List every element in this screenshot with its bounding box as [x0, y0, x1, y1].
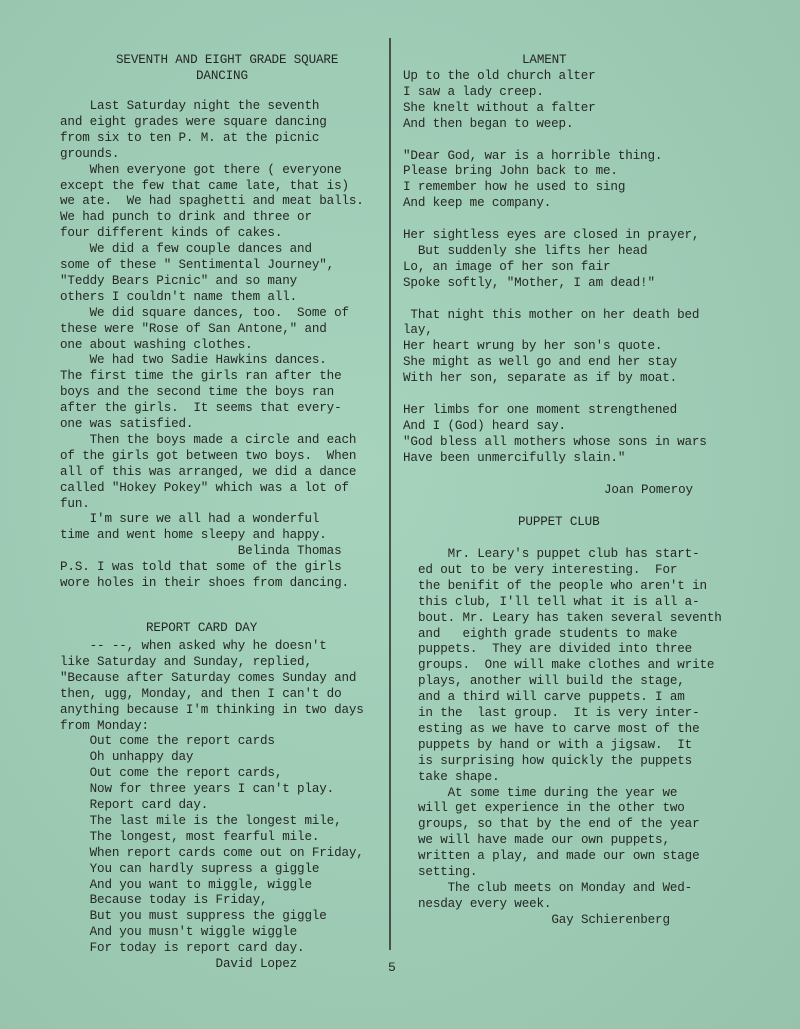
square-dancing-title-line2: DANCING: [196, 69, 248, 83]
report-card-line: You can hardly supress a giggle: [60, 861, 320, 876]
puppet-club-line: esting as we have to carve most of the: [418, 721, 700, 736]
puppet-club-line: this club, I'll tell what it is all a-: [418, 594, 700, 609]
square-dancing-line: after the girls. It seems that every-: [60, 401, 342, 416]
report-card-line: But you must suppress the giggle: [60, 909, 327, 924]
square-dancing-line: Belinda Thomas: [60, 544, 342, 559]
report-card-line: The longest, most fearful mile.: [60, 829, 320, 844]
report-card-line: And you musn't wiggle wiggle: [60, 925, 298, 940]
lament-line: And I (God) heard say.: [403, 418, 566, 433]
report-card-line: Now for three years I can't play.: [60, 782, 335, 797]
square-dancing-line: "Teddy Bears Picnic" and so many: [60, 273, 298, 288]
puppet-club-line: groups, so that by the end of the year: [418, 817, 700, 832]
puppet-club-line: bout. Mr. Leary has taken several seventh: [418, 610, 722, 625]
puppet-club-line: puppets. They are divided into three: [418, 642, 693, 657]
lament-title: LAMENT: [522, 53, 567, 67]
report-card-line: Out come the report cards,: [60, 766, 283, 781]
square-dancing-line: these were "Rose of San Antone," and: [60, 321, 327, 336]
lament-line: She knelt without a falter: [403, 100, 596, 115]
report-card-line: Out come the report cards: [60, 734, 275, 749]
square-dancing-line: We had punch to drink and three or: [60, 210, 312, 225]
puppet-club-line: setting.: [418, 865, 478, 879]
lament-line: Lo, an image of her son fair: [403, 259, 611, 274]
puppet-club-line: The club meets on Monday and Wed-: [418, 880, 693, 895]
lament-line: Her heart wrung by her son's quote.: [403, 339, 663, 354]
report-card-line: David Lopez: [60, 957, 298, 971]
lament-line: Have been unmercifully slain.": [403, 450, 626, 465]
square-dancing-line: Last Saturday night the seventh: [60, 99, 320, 113]
puppet-club-line: will get experience in the other two: [418, 801, 685, 816]
square-dancing-line: When everyone got there ( everyone: [60, 162, 342, 177]
report-card-line: -- --, when asked why he doesn't: [60, 639, 327, 653]
lament-line: Her sightless eyes are closed in prayer,: [403, 228, 700, 242]
square-dancing-line: from six to ten P. M. at the picnic: [60, 130, 320, 145]
square-dancing-line: I'm sure we all had a wonderful: [60, 512, 320, 527]
puppet-club-line: groups. One will make clothes and write: [418, 658, 715, 673]
square-dancing-line: called "Hokey Pokey" which was a lot of: [60, 480, 349, 495]
square-dancing-line: all of this was arranged, we did a dance: [60, 464, 357, 479]
report-card-line: anything because I'm thinking in two days: [60, 702, 364, 717]
column-divider: [389, 38, 391, 950]
puppet-club-line: ed out to be very interesting. For: [418, 562, 678, 577]
page-number: 5: [388, 960, 396, 975]
puppet-club-line: At some time during the year we: [418, 785, 678, 800]
puppet-club-title: PUPPET CLUB: [518, 515, 600, 529]
lament-line: She might as well go and end her stay: [403, 355, 678, 370]
puppet-club-line: is surprising how quickly the puppets: [418, 753, 693, 768]
square-dancing-line: four different kinds of cakes.: [60, 226, 283, 241]
report-card-line: When report cards come out on Friday,: [60, 845, 364, 860]
square-dancing-line: We did square dances, too. Some of: [60, 305, 349, 320]
puppet-club-line: we will have made our own puppets,: [418, 833, 670, 848]
lament-line: I remember how he used to sing: [403, 180, 626, 195]
puppet-club-line: and a third will carve puppets. I am: [418, 690, 685, 705]
square-dancing-line: of the girls got between two boys. When: [60, 448, 357, 463]
square-dancing-line: one was satisfied.: [60, 417, 194, 431]
lament-line: That night this mother on her death bed: [403, 307, 700, 322]
square-dancing-line: Then the boys made a circle and each: [60, 432, 357, 447]
lament-line: I saw a lady creep.: [403, 84, 544, 99]
lament-line: And then began to weep.: [403, 116, 574, 131]
puppet-club-line: written a play, and made our own stage: [418, 849, 700, 864]
square-dancing-line: grounds.: [60, 146, 120, 161]
square-dancing-line: We had two Sadie Hawkins dances.: [60, 353, 327, 368]
puppet-club-line: puppets by hand or with a jigsaw. It: [418, 737, 693, 752]
report-card-line: like Saturday and Sunday, replied,: [60, 654, 312, 669]
lament-line: Spoke softly, "Mother, I am dead!": [403, 275, 655, 290]
lament-line: Up to the old church alter: [403, 69, 596, 83]
square-dancing-line: except the few that came late, that is): [60, 178, 349, 193]
lament-line: "Dear God, war is a horrible thing.: [403, 148, 663, 163]
report-card-line: For today is report card day.: [60, 941, 305, 956]
puppet-club-line: plays, another will build the stage,: [418, 674, 685, 689]
puppet-club-line: and eighth grade students to make: [418, 626, 678, 641]
report-card-line: "Because after Saturday comes Sunday and: [60, 670, 357, 685]
puppet-club-line: in the last group. It is very inter-: [418, 706, 700, 720]
square-dancing-line: one about washing clothes.: [60, 337, 253, 352]
square-dancing-line: we ate. We had spaghetti and meat balls.: [60, 194, 364, 209]
square-dancing-title-line1: SEVENTH AND EIGHT GRADE SQUARE: [116, 53, 339, 67]
report-card-line: Report card day.: [60, 798, 209, 812]
report-card-line: And you want to miggle, wiggle: [60, 877, 312, 892]
lament-line: With her son, separate as if by moat.: [403, 371, 678, 386]
lament-line: lay,: [403, 323, 433, 338]
square-dancing-line: fun.: [60, 496, 90, 511]
puppet-club-line: Mr. Leary's puppet club has start-: [418, 547, 700, 561]
square-dancing-line: wore holes in their shoes from dancing.: [60, 576, 349, 590]
report-card-line: from Monday:: [60, 718, 149, 733]
lament-line: But suddenly she lifts her head: [403, 243, 648, 258]
square-dancing-line: others I couldn't name them all.: [60, 289, 298, 304]
square-dancing-line: time and went home sleepy and happy.: [60, 528, 327, 543]
lament-line: Her limbs for one moment strengthened: [403, 402, 678, 417]
lament-line: Please bring John back to me.: [403, 164, 618, 179]
square-dancing-line: The first time the girls ran after the: [60, 369, 342, 384]
square-dancing-line: and eight grades were square dancing: [60, 114, 327, 129]
lament-line: And keep me company.: [403, 196, 552, 211]
report-card-line: then, ugg, Monday, and then I can't do: [60, 686, 342, 701]
report-card-line: Because today is Friday,: [60, 893, 268, 908]
square-dancing-line: We did a few couple dances and: [60, 242, 312, 257]
square-dancing-line: boys and the second time the boys ran: [60, 385, 335, 400]
report-card-line: Oh unhappy day: [60, 750, 194, 765]
report-card-line: The last mile is the longest mile,: [60, 813, 342, 828]
square-dancing-line: P.S. I was told that some of the girls: [60, 560, 342, 575]
puppet-club-line: take shape.: [418, 769, 500, 784]
puppet-club-line: the benifit of the people who aren't in: [418, 578, 707, 593]
report-card-title: REPORT CARD DAY: [146, 621, 258, 635]
lament-author: Joan Pomeroy: [604, 483, 693, 497]
square-dancing-line: some of these " Sentimental Journey",: [60, 258, 335, 272]
puppet-club-line: Gay Schierenberg: [418, 912, 670, 927]
puppet-club-line: nesday every week.: [418, 896, 552, 911]
lament-line: "God bless all mothers whose sons in wars: [403, 434, 707, 449]
